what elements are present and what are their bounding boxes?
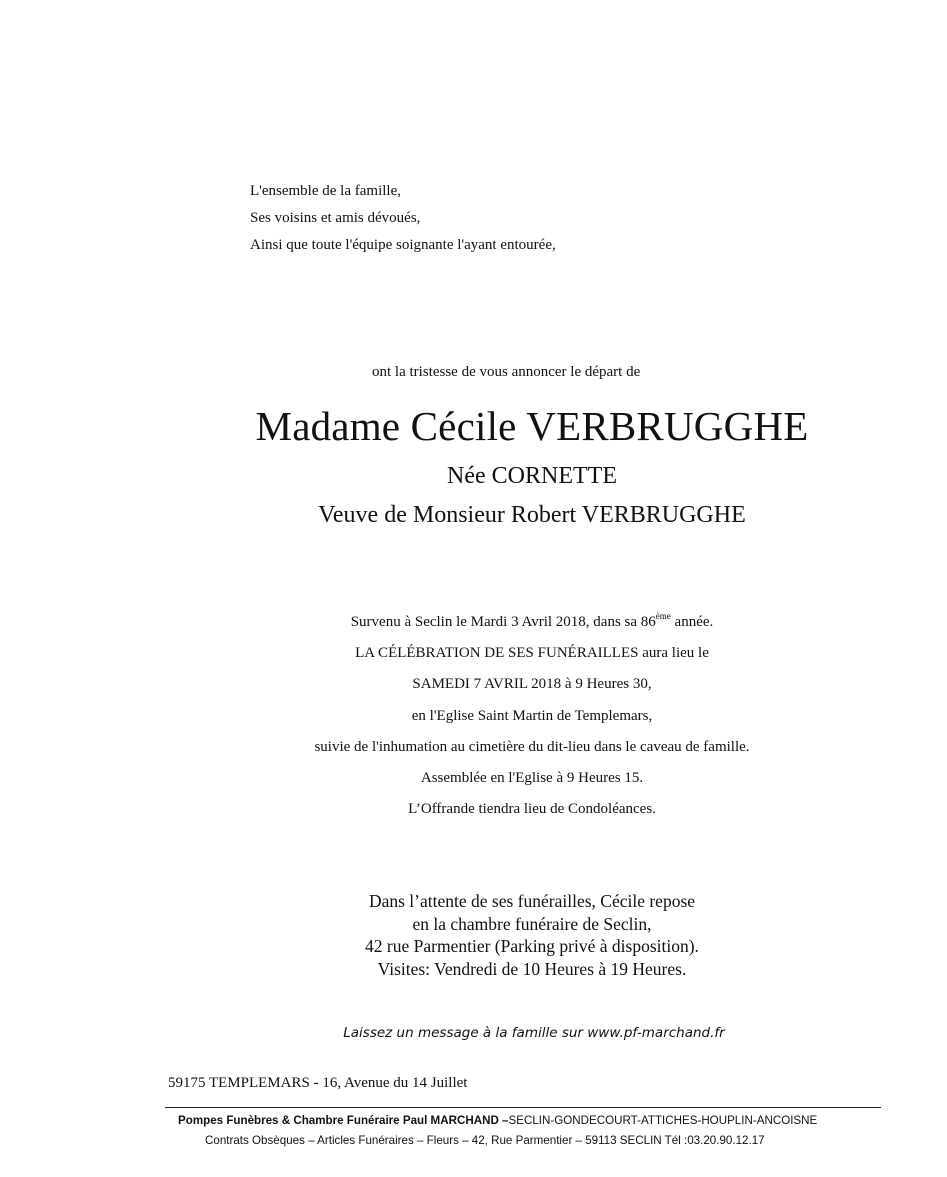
intro-line-neighbors: Ses voisins et amis dévoués, — [250, 210, 421, 226]
condolence-message-link: Laissez un message à la famille sur www.pf-marchand.fr — [343, 1025, 725, 1041]
family-intro — [250, 178, 556, 259]
footer-services-line: Contrats Obsèques – Articles Funéraires – Fleurs – 42, Rue Parmentier – 59113 SECLIN Tél :03.20.90.12.17 — [205, 1134, 765, 1147]
repose-info — [0, 890, 947, 980]
intro-line-family: L'ensemble de la famille, — [250, 183, 401, 199]
repose-line-4: Visites: Vendredi de 10 Heures à 19 Heures. — [377, 958, 687, 979]
burial-line: suivie de l'inhumation au cimetière du dit-lieu dans le caveau de famille. — [314, 738, 750, 755]
footer-company-line — [178, 1114, 817, 1127]
celebration-line: LA CÉLÉBRATION DE SES FUNÉRAILLES aura lieu le — [355, 645, 709, 662]
death-info-suffix: année. — [670, 614, 714, 630]
widow-of: Veuve de Monsieur Robert VERBRUGGHE — [318, 502, 746, 528]
repose-line-1: Dans l’attente de ses funérailles, Cécile repose — [368, 891, 696, 911]
repose-line-2: en la chambre funéraire de Seclin, — [412, 913, 652, 934]
footer-towns: SECLIN-GONDECOURT-ATTICHES-HOUPLIN-ANCOISNE — [508, 1114, 818, 1127]
offering-line: L’Offrande tiendra lieu de Condoléances. — [408, 801, 656, 818]
announcement-line: ont la tristesse de vous annoncer le départ de — [372, 364, 641, 380]
intro-line-care-team: Ainsi que toute l'équipe soignante l'ayant entourée, — [250, 237, 556, 253]
death-info-ordinal: ème — [655, 611, 671, 621]
death-info-prefix: Survenu à Seclin le Mardi 3 Avril 2018, dans sa 86 — [350, 614, 656, 630]
deceased-name: Madame Cécile VERBRUGGHE — [255, 403, 809, 449]
family-address: 59175 TEMPLEMARS - 16, Avenue du 14 Juillet — [168, 1075, 468, 1091]
birth-name: Née CORNETTE — [447, 463, 617, 489]
funeral-date: SAMEDI 7 AVRIL 2018 à 9 Heures 30, — [412, 676, 652, 693]
assembly-line: Assemblée en l'Eglise à 9 Heures 15. — [420, 770, 644, 787]
repose-line-3: 42 rue Parmentier (Parking privé à disposition). — [365, 936, 699, 956]
death-info — [0, 607, 947, 638]
footer-company-name: Pompes Funèbres & Chambre Funéraire Paul MARCHAND – — [178, 1114, 509, 1127]
funeral-details — [0, 607, 947, 825]
footer-divider — [165, 1107, 881, 1108]
church-line: en l'Eglise Saint Martin de Templemars, — [411, 707, 653, 724]
